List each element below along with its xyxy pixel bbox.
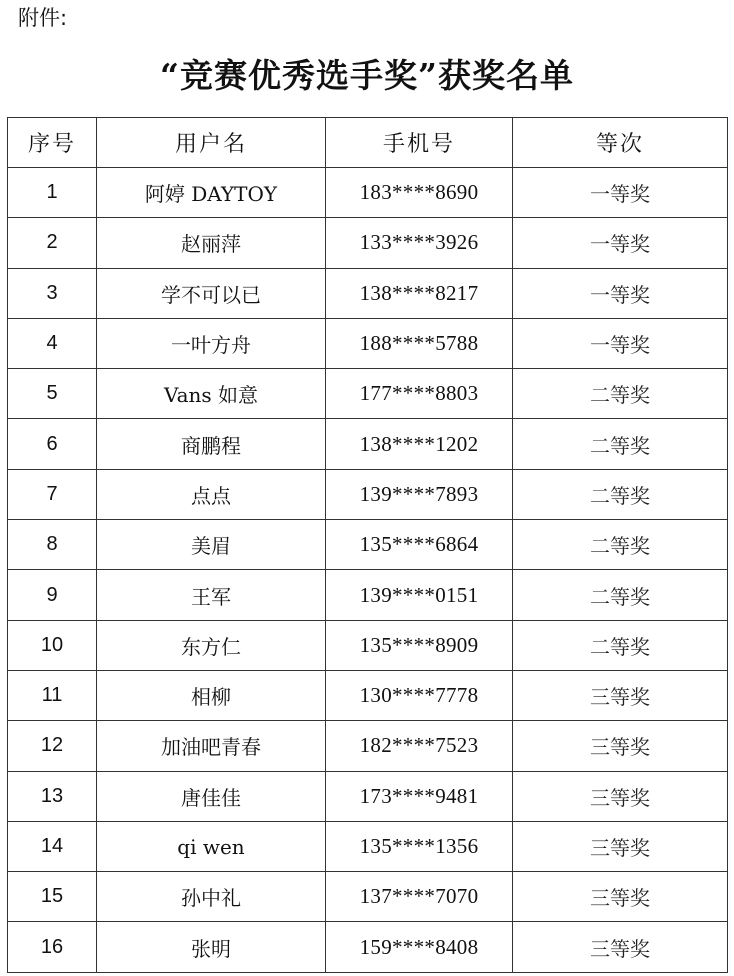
header-prize: 等次	[513, 118, 728, 168]
cell-username: 张明	[97, 922, 326, 972]
cell-prize: 一等奖	[513, 168, 728, 218]
cell-prize: 二等奖	[513, 419, 728, 469]
document-title: “竞赛优秀选手奖”获奖名单	[160, 56, 574, 95]
cell-username: 相柳	[97, 670, 326, 720]
table-row	[8, 670, 728, 720]
cell-seq: 9	[8, 570, 97, 620]
header-seq: 序号	[8, 118, 97, 168]
table-row	[8, 318, 728, 368]
cell-username: Vans 如意	[97, 369, 326, 419]
cell-seq: 2	[8, 218, 97, 268]
cell-phone: 130****7778	[326, 670, 513, 720]
cell-phone: 182****7523	[326, 721, 513, 771]
cell-seq: 14	[8, 821, 97, 871]
cell-phone: 177****8803	[326, 369, 513, 419]
table-row	[8, 520, 728, 570]
cell-prize: 三等奖	[513, 872, 728, 922]
cell-username: 点点	[97, 469, 326, 519]
cell-phone: 137****7070	[326, 872, 513, 922]
cell-username: 学不可以已	[97, 268, 326, 318]
table-row	[8, 369, 728, 419]
cell-prize: 三等奖	[513, 670, 728, 720]
table-row	[8, 218, 728, 268]
cell-phone: 173****9481	[326, 771, 513, 821]
cell-username: 孙中礼	[97, 872, 326, 922]
cell-prize: 三等奖	[513, 771, 728, 821]
header-phone: 手机号	[326, 118, 513, 168]
cell-phone: 183****8690	[326, 168, 513, 218]
cell-prize: 一等奖	[513, 268, 728, 318]
table-row	[8, 620, 728, 670]
table-row	[8, 570, 728, 620]
cell-prize: 三等奖	[513, 721, 728, 771]
header-username: 用户名	[97, 118, 326, 168]
cell-username: 唐佳佳	[97, 771, 326, 821]
cell-seq: 10	[8, 620, 97, 670]
table-row	[8, 872, 728, 922]
cell-phone: 138****1202	[326, 419, 513, 469]
cell-phone: 133****3926	[326, 218, 513, 268]
cell-username: 商鹏程	[97, 419, 326, 469]
table-row	[8, 821, 728, 871]
table-row	[8, 721, 728, 771]
cell-phone: 135****8909	[326, 620, 513, 670]
cell-prize: 二等奖	[513, 570, 728, 620]
cell-seq: 6	[8, 419, 97, 469]
cell-prize: 二等奖	[513, 469, 728, 519]
cell-username: 美眉	[97, 520, 326, 570]
cell-phone: 139****7893	[326, 469, 513, 519]
cell-phone: 138****8217	[326, 268, 513, 318]
cell-username: 一叶方舟	[97, 318, 326, 368]
table-row	[8, 168, 728, 218]
cell-prize: 三等奖	[513, 821, 728, 871]
cell-username: 加油吧青春	[97, 721, 326, 771]
cell-prize: 一等奖	[513, 218, 728, 268]
cell-username: qi wen	[97, 821, 326, 871]
cell-seq: 12	[8, 721, 97, 771]
cell-seq: 5	[8, 369, 97, 419]
cell-prize: 一等奖	[513, 318, 728, 368]
cell-prize: 三等奖	[513, 922, 728, 972]
cell-phone: 135****1356	[326, 821, 513, 871]
cell-username: 阿婷 DAYTOY	[97, 168, 326, 218]
cell-phone: 135****6864	[326, 520, 513, 570]
cell-seq: 15	[8, 872, 97, 922]
cell-seq: 1	[8, 168, 97, 218]
cell-username: 赵丽萍	[97, 218, 326, 268]
table-row	[8, 419, 728, 469]
table-row	[8, 268, 728, 318]
table-row	[8, 771, 728, 821]
cell-seq: 8	[8, 520, 97, 570]
cell-seq: 11	[8, 670, 97, 720]
table-row	[8, 469, 728, 519]
cell-username: 王军	[97, 570, 326, 620]
cell-seq: 13	[8, 771, 97, 821]
cell-phone: 159****8408	[326, 922, 513, 972]
cell-prize: 二等奖	[513, 620, 728, 670]
winners-table	[7, 117, 728, 973]
cell-seq: 16	[8, 922, 97, 972]
table-header-row	[8, 118, 728, 168]
attachment-label: 附件:	[18, 6, 68, 30]
cell-prize: 二等奖	[513, 369, 728, 419]
cell-prize: 二等奖	[513, 520, 728, 570]
cell-username: 东方仁	[97, 620, 326, 670]
cell-seq: 4	[8, 318, 97, 368]
cell-phone: 188****5788	[326, 318, 513, 368]
table-row	[8, 922, 728, 972]
cell-seq: 3	[8, 268, 97, 318]
cell-phone: 139****0151	[326, 570, 513, 620]
cell-seq: 7	[8, 469, 97, 519]
